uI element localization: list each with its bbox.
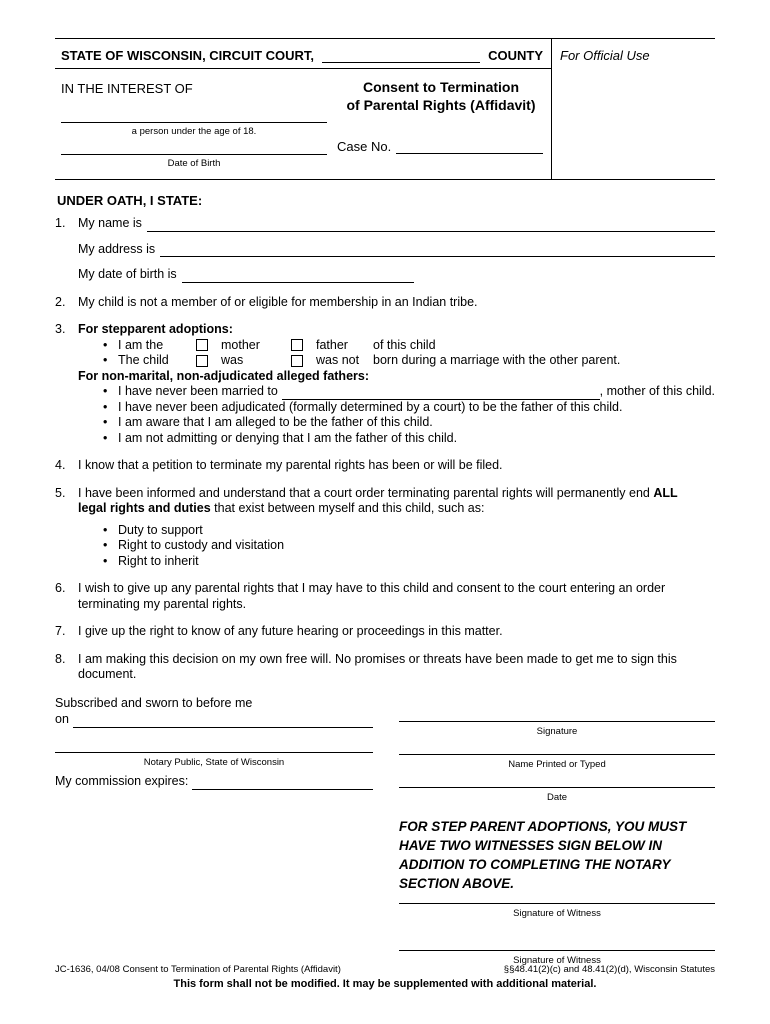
item-3-number: 3. <box>55 322 66 336</box>
witness-caption-2: Signature of Witness <box>513 954 601 966</box>
name-printed-line[interactable] <box>399 739 715 755</box>
item-5-number: 5. <box>55 485 66 500</box>
father-label: father <box>316 337 348 352</box>
signature-section <box>55 696 715 969</box>
notary-signature-line[interactable] <box>55 728 373 753</box>
never-adjudicated-text: I have never been adjudicated (formally determined by a court) to be the father of this child. <box>118 399 623 414</box>
inherit-text: Right to inherit <box>118 553 199 568</box>
parent-choice-lead: I am the <box>118 337 164 352</box>
never-married-tail: , mother of this child. <box>599 384 715 398</box>
bullet-icon: • <box>103 522 108 537</box>
case-number-row <box>337 139 543 154</box>
bullet-icon: • <box>103 415 108 429</box>
court-prefix-label: STATE OF WISCONSIN, CIRCUIT COURT, <box>61 48 315 63</box>
on-row <box>55 712 373 728</box>
parent-choice-row <box>103 338 715 354</box>
date-of-birth-blank[interactable] <box>61 139 327 155</box>
item-2 <box>55 295 715 311</box>
commission-row <box>55 774 373 790</box>
item-5-text-part1: I have been informed and understand that a court order terminating parental rights will permanently end <box>78 485 650 500</box>
item-4-text: I know that a petition to terminate my parental rights has been or will be filed. <box>78 458 503 472</box>
item-1 <box>55 216 715 283</box>
item-5 <box>55 486 715 570</box>
commission-label: My commission expires: <box>55 774 189 788</box>
signature-line[interactable] <box>399 696 715 722</box>
was-not-label: was not <box>316 353 360 367</box>
item-5-text-part2: that exist between myself and this child, such as: <box>214 501 485 515</box>
footer-statutes: §§48.41(2)(c) and 48.41(2)(d), Wisconsin Statutes <box>503 964 715 975</box>
item-7-text: I give up the right to know of any future hearing or proceedings in this matter. <box>78 624 503 638</box>
item-7 <box>55 624 715 640</box>
marriage-choice-lead: The child <box>118 353 169 367</box>
was-not-checkbox[interactable] <box>291 355 303 367</box>
address-row <box>78 242 715 258</box>
person-name-blank[interactable] <box>61 103 327 123</box>
item-2-text: My child is not a member of or eligible for membership in an Indian tribe. <box>78 294 478 309</box>
header-box <box>55 38 715 180</box>
duty-support-bullet <box>103 523 715 539</box>
name-printed-caption: Name Printed or Typed <box>508 759 606 770</box>
item-8-text: I am making this decision on my own free will. No promises or threats have been made to get me to sign this document. <box>78 651 677 681</box>
form-title <box>337 78 545 114</box>
date-of-birth-caption: Date of Birth <box>167 158 221 169</box>
alleged-father-bullet <box>103 415 715 431</box>
witness-signature-line-2[interactable] <box>399 922 715 951</box>
mother-name-blank[interactable] <box>282 387 600 400</box>
item-3 <box>55 322 715 446</box>
official-use-cell <box>552 39 715 179</box>
header-left <box>55 39 552 179</box>
birthdate-row <box>78 267 715 283</box>
item-5-bold-all: ALL <box>653 485 678 500</box>
witness-caption-1: Signature of Witness <box>513 908 601 919</box>
nonmarital-heading: For non-marital, non-adjudicated alleged fathers: <box>78 368 370 383</box>
bullet-icon: • <box>103 353 108 367</box>
footer <box>55 964 715 990</box>
notary-caption: Notary Public, State of Wisconsin <box>143 756 285 768</box>
item-8 <box>55 652 715 683</box>
item-6-number: 6. <box>55 581 66 595</box>
item-1-number: 1. <box>55 216 66 230</box>
alleged-father-text: I am aware that I am alleged to be the father of this child. <box>118 415 433 429</box>
header-main <box>55 69 551 179</box>
not-admitting-text: I am not admitting or denying that I am the father of this child. <box>118 430 458 445</box>
was-checkbox[interactable] <box>196 355 208 367</box>
item-5-text <box>78 486 715 517</box>
mother-label: mother <box>221 337 260 352</box>
item-4 <box>55 458 715 474</box>
address-label: My address is <box>78 241 156 256</box>
never-married-lead: I have never been married to <box>118 384 278 398</box>
duty-support-text: Duty to support <box>118 522 203 537</box>
stepparent-heading: For stepparent adoptions: <box>78 322 233 336</box>
case-number-label: Case No. <box>337 139 392 154</box>
item-5-bold-rights: legal rights and duties <box>78 501 211 515</box>
bullet-icon: • <box>103 337 108 352</box>
item-6 <box>55 581 715 612</box>
parent-choice-tail: of this child <box>373 337 436 352</box>
form-title-line2: of Parental Rights (Affidavit) <box>346 97 536 113</box>
interest-label: IN THE INTEREST OF <box>61 81 193 96</box>
oath-heading: UNDER OATH, I STATE: <box>57 193 203 208</box>
person-caption: a person under the age of 18. <box>131 126 257 137</box>
inherit-bullet <box>103 554 715 570</box>
name-blank[interactable] <box>147 219 715 232</box>
footer-form-id: JC-1636, 04/08 Consent to Termination of Parental Rights (Affidavit) <box>55 964 341 975</box>
witness-notice: FOR STEP PARENT ADOPTIONS, YOU MUST HAVE TWO WITNESSES SIGN BELOW IN ADDITION TO COMPLETING THE NOTARY SECTION ABOVE. <box>399 819 687 891</box>
county-name-blank[interactable] <box>322 49 480 63</box>
bullet-icon: • <box>103 430 108 445</box>
footer-notice: This form shall not be modified. It may be supplemented with additional material. <box>173 978 597 990</box>
mother-checkbox[interactable] <box>196 339 208 351</box>
item-6-text: I wish to give up any parental rights that I may have to this child and consent to the court entering an order terminating my parental rights. <box>78 581 666 611</box>
bullet-icon: • <box>103 538 108 552</box>
father-checkbox[interactable] <box>291 339 303 351</box>
never-adjudicated-bullet <box>103 400 715 416</box>
witness-signature-line-1[interactable] <box>399 893 715 904</box>
was-label: was <box>221 353 244 367</box>
not-admitting-bullet <box>103 431 715 447</box>
sworn-date-blank[interactable] <box>73 714 373 728</box>
court-line <box>55 39 551 69</box>
date-caption: Date <box>546 791 568 803</box>
commission-expiry-blank[interactable] <box>192 777 373 790</box>
case-number-blank[interactable] <box>396 139 543 154</box>
item-4-number: 4. <box>55 458 66 472</box>
marriage-choice-row <box>103 353 715 369</box>
never-married-bullet <box>103 384 715 400</box>
signer-column <box>399 696 715 969</box>
bullet-icon: • <box>103 553 108 568</box>
item-8-number: 8. <box>55 651 66 666</box>
birthdate-blank[interactable] <box>182 270 414 283</box>
on-label: on <box>55 712 69 726</box>
item-2-number: 2. <box>55 294 66 309</box>
address-blank[interactable] <box>160 244 715 257</box>
subscribed-text: Subscribed and sworn to before me <box>55 695 253 710</box>
name-label: My name is <box>78 216 142 230</box>
marriage-choice-tail: born during a marriage with the other parent. <box>373 353 621 367</box>
form-title-line1: Consent to Termination <box>362 79 520 95</box>
bullet-icon: • <box>103 399 108 414</box>
item-7-number: 7. <box>55 624 66 638</box>
name-row <box>78 216 715 232</box>
date-line[interactable] <box>399 773 715 788</box>
official-use-label: For Official Use <box>560 48 650 63</box>
custody-visitation-bullet <box>103 538 715 554</box>
bullet-icon: • <box>103 384 108 398</box>
birthdate-label: My date of birth is <box>78 267 177 281</box>
custody-visitation-text: Right to custody and visitation <box>118 538 285 552</box>
county-label: COUNTY <box>488 48 543 63</box>
signature-caption: Signature <box>536 725 578 737</box>
notary-column <box>55 696 373 969</box>
